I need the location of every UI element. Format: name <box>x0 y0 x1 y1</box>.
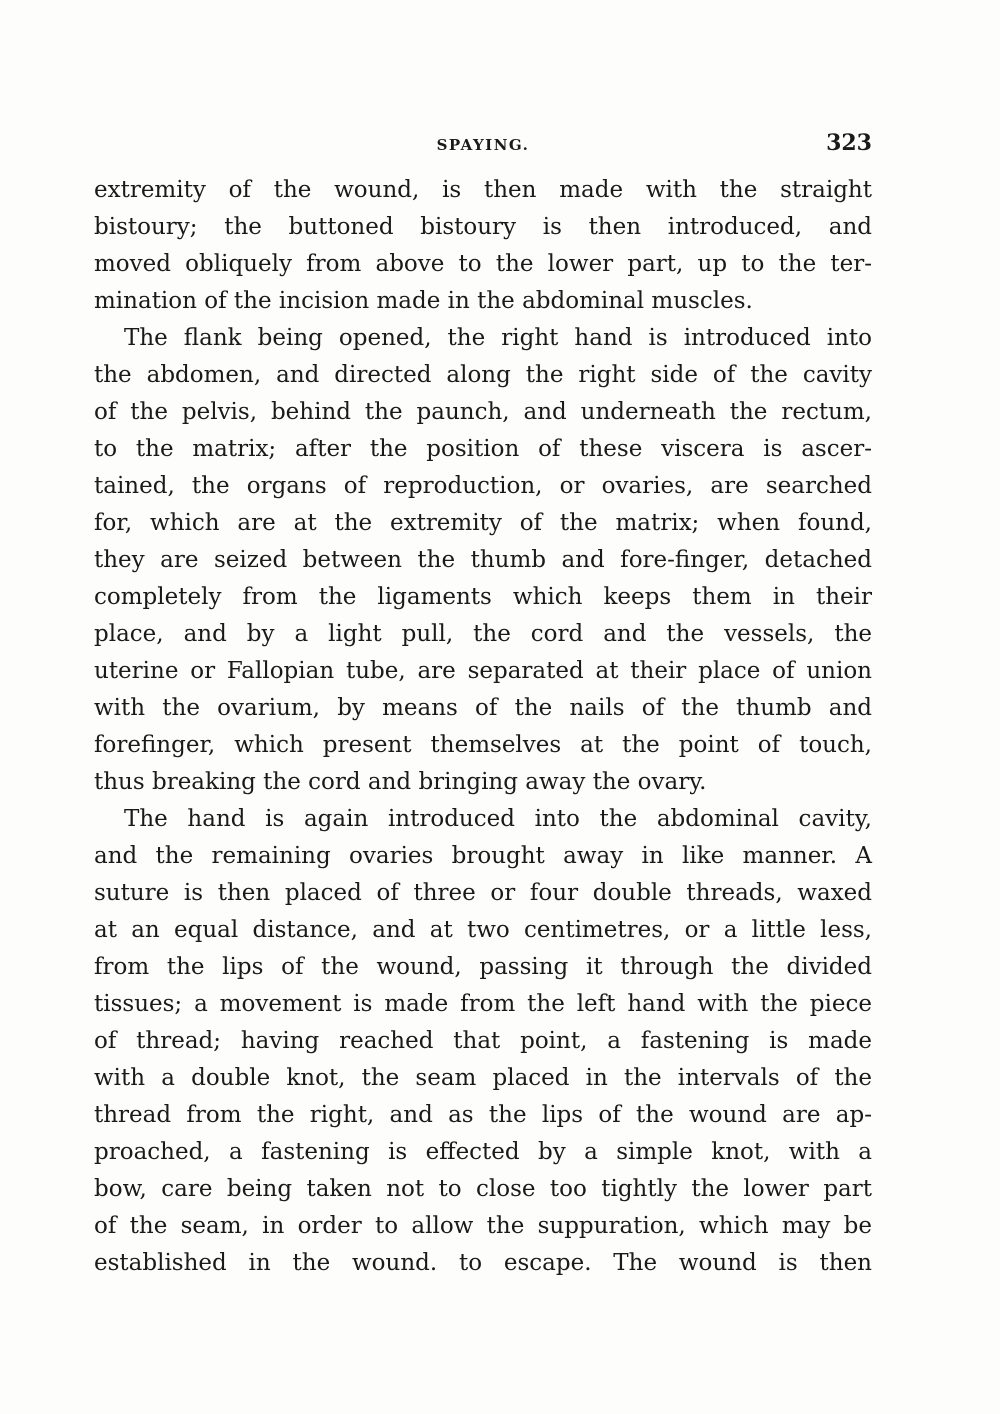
text-line: they are seized between the thumb and fore-finger, detached <box>94 547 872 573</box>
text-line: of the pelvis, behind the paunch, and underneath the rectum, <box>94 399 872 425</box>
text-line: and the remaining ovaries brought away in like manner. A <box>94 843 872 869</box>
text-line: with a double knot, the seam placed in the intervals of the <box>94 1065 872 1091</box>
text-line: established in the wound. to escape. The wound is then <box>94 1250 872 1276</box>
text-line: forefinger, which present themselves at the point of touch, <box>94 732 872 758</box>
text-line: completely from the ligaments which keeps them in their <box>94 584 872 610</box>
text-line: extremity of the wound, is then made with the straight <box>94 177 872 203</box>
text-line: proached, a fastening is effected by a simple knot, with a <box>94 1139 872 1165</box>
text-line: uterine or Fallopian tube, are separated at their place of union <box>94 658 872 684</box>
text-line: tained, the organs of reproduction, or ovaries, are searched <box>94 473 872 499</box>
text-line: thread from the right, and as the lips of the wound are ap- <box>94 1102 872 1128</box>
text-line: thus breaking the cord and bringing away the ovary. <box>94 769 707 795</box>
text-line: tissues; a movement is made from the left hand with the piece <box>94 991 872 1017</box>
text-line: The flank being opened, the right hand is introduced into <box>124 325 872 351</box>
text-line: of the seam, in order to allow the suppuration, which may be <box>94 1213 872 1239</box>
text-line: of thread; having reached that point, a fastening is made <box>94 1028 872 1054</box>
body-text <box>94 172 872 1282</box>
text-line: bistoury; the buttoned bistoury is then introduced, and <box>94 214 872 240</box>
running-title: SPAYING. <box>436 136 530 154</box>
text-line: from the lips of the wound, passing it through the divided <box>94 954 872 980</box>
text-line: suture is then placed of three or four double threads, waxed <box>94 880 872 906</box>
text-line: moved obliquely from above to the lower part, up to the ter- <box>94 251 872 277</box>
text-line: mination of the incision made in the abdominal muscles. <box>94 288 753 314</box>
text-line: with the ovarium, by means of the nails of the thumb and <box>94 695 872 721</box>
text-line: to the matrix; after the position of these viscera is ascer- <box>94 436 872 462</box>
text-line: place, and by a light pull, the cord and the vessels, the <box>94 621 872 647</box>
running-head <box>94 130 872 160</box>
text-line: The hand is again introduced into the abdominal cavity, <box>124 806 872 832</box>
paragraph <box>94 320 872 801</box>
text-line: bow, care being taken not to close too tightly the lower part <box>94 1176 872 1202</box>
paragraph <box>94 801 872 1282</box>
text-line: at an equal distance, and at two centimetres, or a little less, <box>94 917 872 943</box>
text-line: for, which are at the extremity of the matrix; when found, <box>94 510 872 536</box>
text-line: the abdomen, and directed along the right side of the cavity <box>94 362 872 388</box>
paragraph <box>94 172 872 320</box>
page-number: 323 <box>826 130 872 156</box>
